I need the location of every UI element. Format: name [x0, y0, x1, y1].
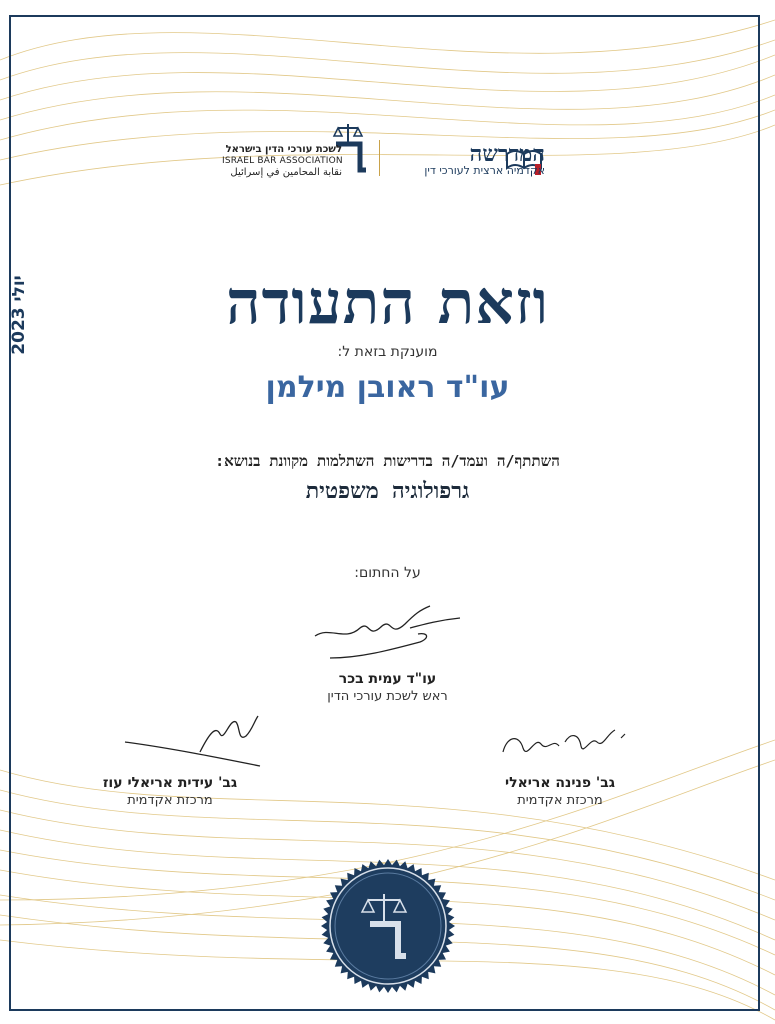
recipient-name: עו"ד ראובן מילמן — [265, 370, 510, 405]
certificate-title: וזאת התעודה — [226, 268, 549, 338]
bar-association-seal — [318, 856, 458, 996]
signature-bar-head — [310, 598, 465, 668]
logo-divider — [379, 140, 380, 176]
signatory-name-3: גב' פנינה אריאלי — [505, 775, 615, 791]
signatory-role-1: ראש לשכת עורכי הדין — [327, 689, 448, 704]
signed-label: על החתום: — [354, 565, 421, 581]
school-logo-subtitle: אקדמיה ארצית לעורכי דין — [424, 164, 545, 177]
signatory-role-3: מרכזת אקדמית — [517, 793, 603, 808]
bar-logo-english: ISRAEL BAR ASSOCIATION — [222, 156, 343, 166]
side-date: יולי 2023 — [9, 275, 29, 355]
bar-logo-hebrew: לשכת עורכי הדין בישראל — [225, 144, 342, 155]
school-logo-name: המדרשה — [469, 141, 545, 167]
signature-right — [495, 722, 635, 772]
course-title: גרפולוגיה משפטית — [305, 479, 470, 504]
signatory-name-2: גב' עידית אריאלי עוז — [102, 775, 238, 791]
signatory-name-1: עו"ד עמית בכר — [338, 671, 437, 687]
signatory-role-2: מרכזת אקדמית — [127, 793, 213, 808]
bar-logo-arabic: نقابة المحامين في إسرائيل — [230, 167, 342, 178]
participation-statement: השתתף/ה ועמד/ה בדרישות השתלמות מקוונת בנושא: — [215, 452, 560, 470]
awarded-to-label: מוענקת בזאת ל: — [337, 344, 438, 360]
signature-left — [120, 712, 270, 774]
